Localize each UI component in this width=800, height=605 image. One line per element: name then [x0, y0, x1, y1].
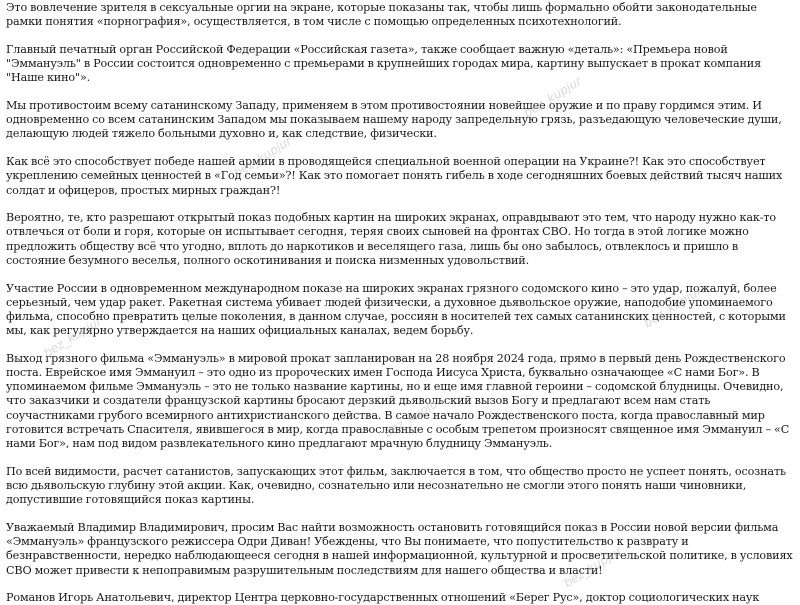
watermark: bez_kupjur	[561, 543, 625, 591]
watermark: bez_kupjur	[41, 313, 105, 361]
paragraph-3: Мы противостоим всему сатанинскому Западу, применяем в этом противостоянии новейшее оружие и по праву гордимся этим. И одновременно со всем сатанинским Западом мы показываем нашему народу запредельную грязь, разъедающую человеческие души, делающую людей тяжело больными духовно и, как следствие, физически.	[6, 99, 782, 141]
paragraph-5: Вероятно, те, кто разрешают открытый показ подобных картин на широких экранах, оправдывают это тем, что народу нужно как-то отвлечься от боли и горя, которые он испытывает сегодня, теряя своих сыновей на фронтах СВО. Но тогда в этой логике можно предложить обществу всё что угодно, вплоть до наркотиков и веселящего газа, лишь бы оно забылось, отвлеклось и пришло в состояние безумного веселья, полного оскотинивания и поиска низменных удовольствий.	[6, 211, 776, 267]
paragraph-6: Участие России в одновременном международном показе на широких экранах грязного содомского кино – это удар, пожалуй, более серьезный, чем удар ракет. Ракетная система убивает людей физически, а духовное дьявольское оружие, наподобие упоминаемого фильма, способно превратить целые поколения, в данном случае, россиян в носителей тех самых сатанинских ценностей, с которыми мы, как регулярно утверждается на наших официальных каналах, ведем борьбу.	[6, 281, 786, 338]
paragraph-2: Главный печатный орган Российской Федерации «Российская газета», также сообщает важную «деталь»: «Премьера новой "Эммануэль" в России состоится одновременно с премьерами в крупнейших городах мира, картину выпускает в прокат компания "Наше кино"».	[6, 42, 761, 85]
paragraph-4: Как всё это способствует победе нашей армии в проводящейся специальной военной операции на Украине?! Как это способствует укреплению семейных ценностей в «Год семьи»?! Как это помогает понять гибель в ходе сегодняшних боевых действий тысяч наших солдат и офицеров, простых мирных граждан?!	[6, 155, 783, 197]
watermark: bez_kupjur	[231, 133, 295, 181]
paragraph-1: Это вовлечение зрителя в сексуальные оргии на экране, которые показаны так, чтобы лишь формально обойти законодательные рамки понятия «порнография», осуществляется, в том числе с помощью определенных психотехнологий.	[6, 1, 757, 29]
watermark: bez_kupjur	[381, 393, 445, 441]
paragraph-8: По всей видимости, расчет сатанистов, запускающих этот фильм, заключается в том, что общество просто не успеет понять, осознать всю дьявольскую глубину этой акции. Как, очевидно, сознательно или несознательно не смогли этого понять наши чиновники, допустившие готовящийся показ картины.	[6, 464, 786, 507]
watermark: bez_kupjur	[641, 283, 705, 331]
paragraph-9: Уважаемый Владимир Владимирович, просим Вас найти возможность остановить готовящийся показ в России новой версии фильма «Эммануэль» французского режиссера Одри Диван! Убеждены, что Вы понимаете, что попустительство к разврату и безнравственности, нередко наблюдающееся сегодня в нашей информационной, культурной и просветительской политике, в условиях СВО может привести к непоправимым разрушительным последствиям для нашего общества и власти!	[6, 520, 793, 577]
watermark: bez_kupjur	[521, 73, 585, 121]
paragraph-10: Романов Игорь Анатольевич, директор Центра церковно-государственных отношений «Берег Рус», доктор социологических наук	[6, 591, 760, 605]
paragraph-7: Выход грязного фильма «Эммануэль» в мировой прокат запланирован на 28 ноября 2024 года, прямо в первый день Рождественского поста. Еврейское имя Эммануил – это одно из пророческих имен Господа Иисуса Христа, буквально означающее «С нами Бог». В упоминаемом фильме Эммануэль – это не только название картины, но и еще имя главной героини – содомской блудницы. Очевидно, что заказчики и создатели французской картины бросают дерзкий дьявольский вызов Богу и предлагают всем нам стать соучастниками грубого всемирного антихристианского действа. В самое начало Рождественского поста, когда православный мир готовится встречать Спасителя, явившегося в мир, когда православные с особым трепетом произносят священное имя Эммануил – «С нами Бог», нам под видом развлекательного кино предлагают мрачную блудницу Эммануэль.	[6, 351, 790, 451]
